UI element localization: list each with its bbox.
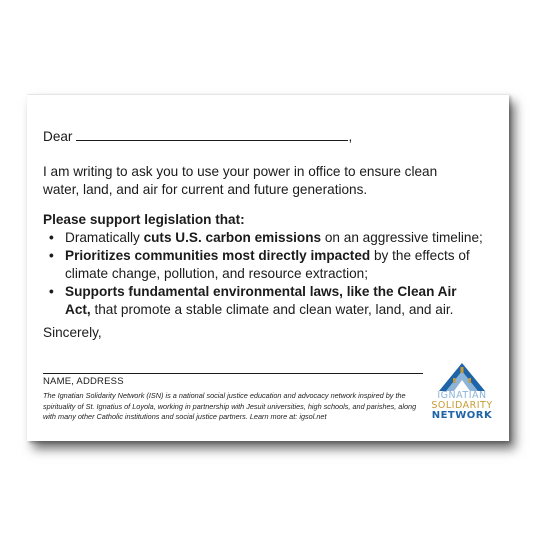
salutation-text: Dear bbox=[43, 129, 73, 144]
ask-item bbox=[43, 247, 483, 283]
ask-bold-text: cuts U.S. carbon emissions bbox=[143, 230, 322, 245]
ask-bold-text: Supports fundamental environmental laws, like the Clean Air Act, bbox=[65, 284, 457, 317]
bullet-icon: • bbox=[49, 248, 54, 263]
name-address-label: NAME, ADDRESS bbox=[43, 376, 124, 387]
mountain-icon bbox=[437, 361, 487, 391]
salutation-comma: , bbox=[348, 129, 353, 144]
intro-paragraph: I am writing to ask you to use your power in office to ensure clean water, land, and air for current and future generations. bbox=[43, 164, 438, 197]
closing-text: Sincerely, bbox=[43, 325, 102, 340]
please-heading: Please support legislation that: bbox=[43, 212, 245, 227]
asks-list bbox=[43, 229, 483, 319]
salutation-line bbox=[43, 127, 352, 146]
ask-text: by the effects of climate change, pollution, and resource extraction; bbox=[65, 248, 470, 281]
signature-line bbox=[43, 373, 423, 374]
logo-line-solidarity: SOLIDARITY bbox=[431, 400, 493, 411]
ask-text: on an aggressive timeline; bbox=[321, 230, 483, 245]
logo-line-ignatian: IGNATIAN bbox=[437, 390, 487, 401]
ask-bold-text: Prioritizes communities most directly impacted bbox=[65, 248, 371, 263]
postcard bbox=[27, 94, 509, 441]
bullet-icon: • bbox=[49, 230, 54, 245]
isn-logo bbox=[423, 357, 501, 427]
ask-item bbox=[43, 283, 483, 319]
ask-item bbox=[43, 229, 483, 247]
recipient-blank-line bbox=[76, 127, 348, 141]
fine-print: The Ignatian Solidarity Network (ISN) is a national social justice education and advocacy network inspired by the spirituality of St. Ignatius of Loyola, working in partnership with Jesuit universities, high schools, and parishes, along with many other Catholic institutions and social justice partners. Learn more at: igsol.net bbox=[43, 391, 417, 421]
logo-line-network: NETWORK bbox=[431, 410, 493, 421]
ask-text: Dramatically bbox=[65, 230, 144, 245]
bullet-icon: • bbox=[49, 284, 54, 299]
ask-text: that promote a stable climate and clean water, land, and air. bbox=[90, 302, 454, 317]
